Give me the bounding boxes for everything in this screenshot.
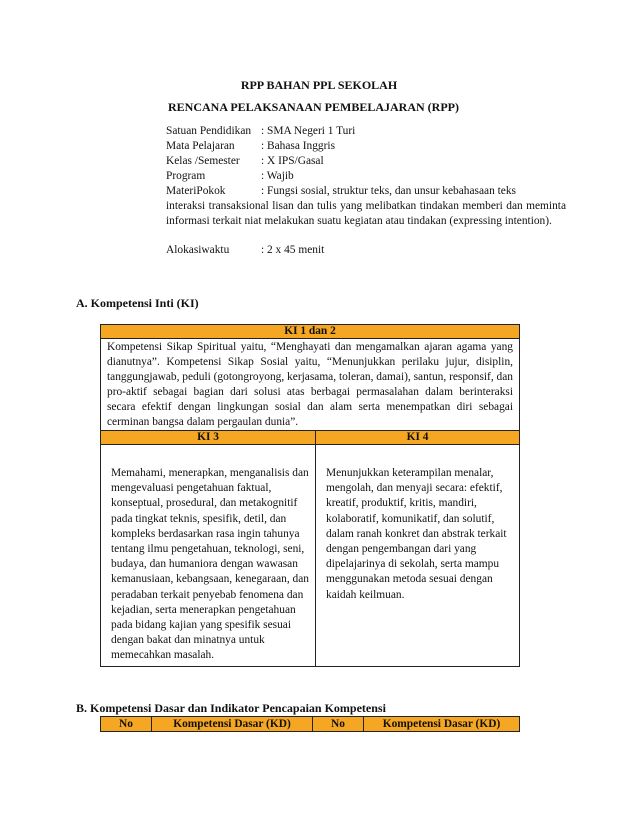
- kelas-value: : X IPS/Gasal: [261, 155, 324, 167]
- ki12-body: Kompetensi Sikap Spiritual yaitu, “Menghayati dan mengamalkan ajaran agama yang dianutnya”. Kompetensi Sikap Sosial yaitu, “Menunjukkan perilaku jujur, disiplin, tanggungjawab, peduli (gotongroyong, kerjasama, toleran, damai), santun, responsif, dan pro-aktif sebagai bagian dari solusi atas berbagai permasalahan dalam berinteraksi secara efektif dengan lingkungan sosial dan alam serta menempatkan diri sebagai cerminan bangsa dalam pergaulan dunia”.: [101, 339, 520, 431]
- identity-block: [166, 124, 566, 258]
- mapel-row: [166, 139, 566, 154]
- section-b-heading: B. Kompetensi Dasar dan Indikator Pencapaian Kompetensi: [76, 701, 386, 715]
- ki4-header: KI 4: [316, 431, 520, 445]
- ki3-body: Memahami, menerapkan, menganalisis dan mengevaluasi pengetahuan faktual, konseptual, prosedural, dan metakognitif pada tingkat teknis, spesifik, detil, dan kompleks berdasarkan rasa ingin tahunya tentang ilmu pengetahuan, teknologi, seni, budaya, dan humaniora dengan wawasan kemanusiaan, kebangsaan, kenegaraan, dan peradaban terkait penyebab fenomena dan kejadian, serta menerapkan pengetahuan pada bidang kajian yang spesifik sesuai dengan bakat dan minatnya untuk memecahkan masalah.: [101, 445, 316, 667]
- alokasi-row: [166, 243, 566, 258]
- section-a-heading: A. Kompetensi Inti (KI): [76, 296, 199, 310]
- satuan-row: [166, 124, 566, 139]
- materi-row: [166, 184, 566, 199]
- ki4-body: Menunjukkan keterampilan menalar, mengolah, dan menyaji secara: efektif, kreatif, produktif, kritis, mandiri, kolaboratif, komunikatif, dan solutif, dalam ranah konkret dan abstrak terkait dengan pengembangan dari yang dipelajarinya di sekolah, serta mampu menggunakan metoda sesuai dengan kaidah keilmuan.: [316, 445, 520, 667]
- kd-col-no-1: No: [101, 717, 152, 732]
- ki-table: [100, 324, 520, 667]
- kelas-label: Kelas /Semester: [166, 155, 240, 167]
- kd-table: [100, 716, 520, 732]
- ki3-header: KI 3: [101, 431, 316, 445]
- alokasi-value: : 2 x 45 menit: [261, 244, 325, 256]
- satuan-value: : SMA Negeri 1 Turi: [261, 125, 356, 137]
- program-label: Program: [166, 170, 206, 182]
- materi-continuation: interaksi transaksional lisan dan tulis yang melibatkan tindakan memberi dan meminta informasi terkait niat melakukan suatu kegiatan atau tindakan (expressing intention).: [166, 200, 566, 227]
- mapel-label: Mata Pelajaran: [166, 140, 235, 152]
- kelas-row: [166, 154, 566, 169]
- materi-value: : Fungsi sosial, struktur teks, dan unsur kebahasaan teks: [261, 185, 516, 197]
- ki12-header: KI 1 dan 2: [101, 325, 520, 339]
- kd-col-kd-2: Kompetensi Dasar (KD): [364, 717, 520, 732]
- document-subtitle: RENCANA PELAKSANAAN PEMBELAJARAN (RPP): [168, 100, 459, 114]
- program-value: : Wajib: [261, 170, 294, 182]
- kd-col-kd-1: Kompetensi Dasar (KD): [152, 717, 313, 732]
- materi-label: MateriPokok: [166, 185, 226, 197]
- satuan-label: Satuan Pendidikan: [166, 125, 252, 137]
- mapel-value: : Bahasa Inggris: [261, 140, 336, 152]
- alokasi-label: Alokasiwaktu: [166, 244, 230, 256]
- kd-col-no-2: No: [313, 717, 364, 732]
- program-row: [166, 169, 566, 184]
- document-title: RPP BAHAN PPL SEKOLAH: [240, 78, 398, 92]
- spacer: [166, 229, 566, 243]
